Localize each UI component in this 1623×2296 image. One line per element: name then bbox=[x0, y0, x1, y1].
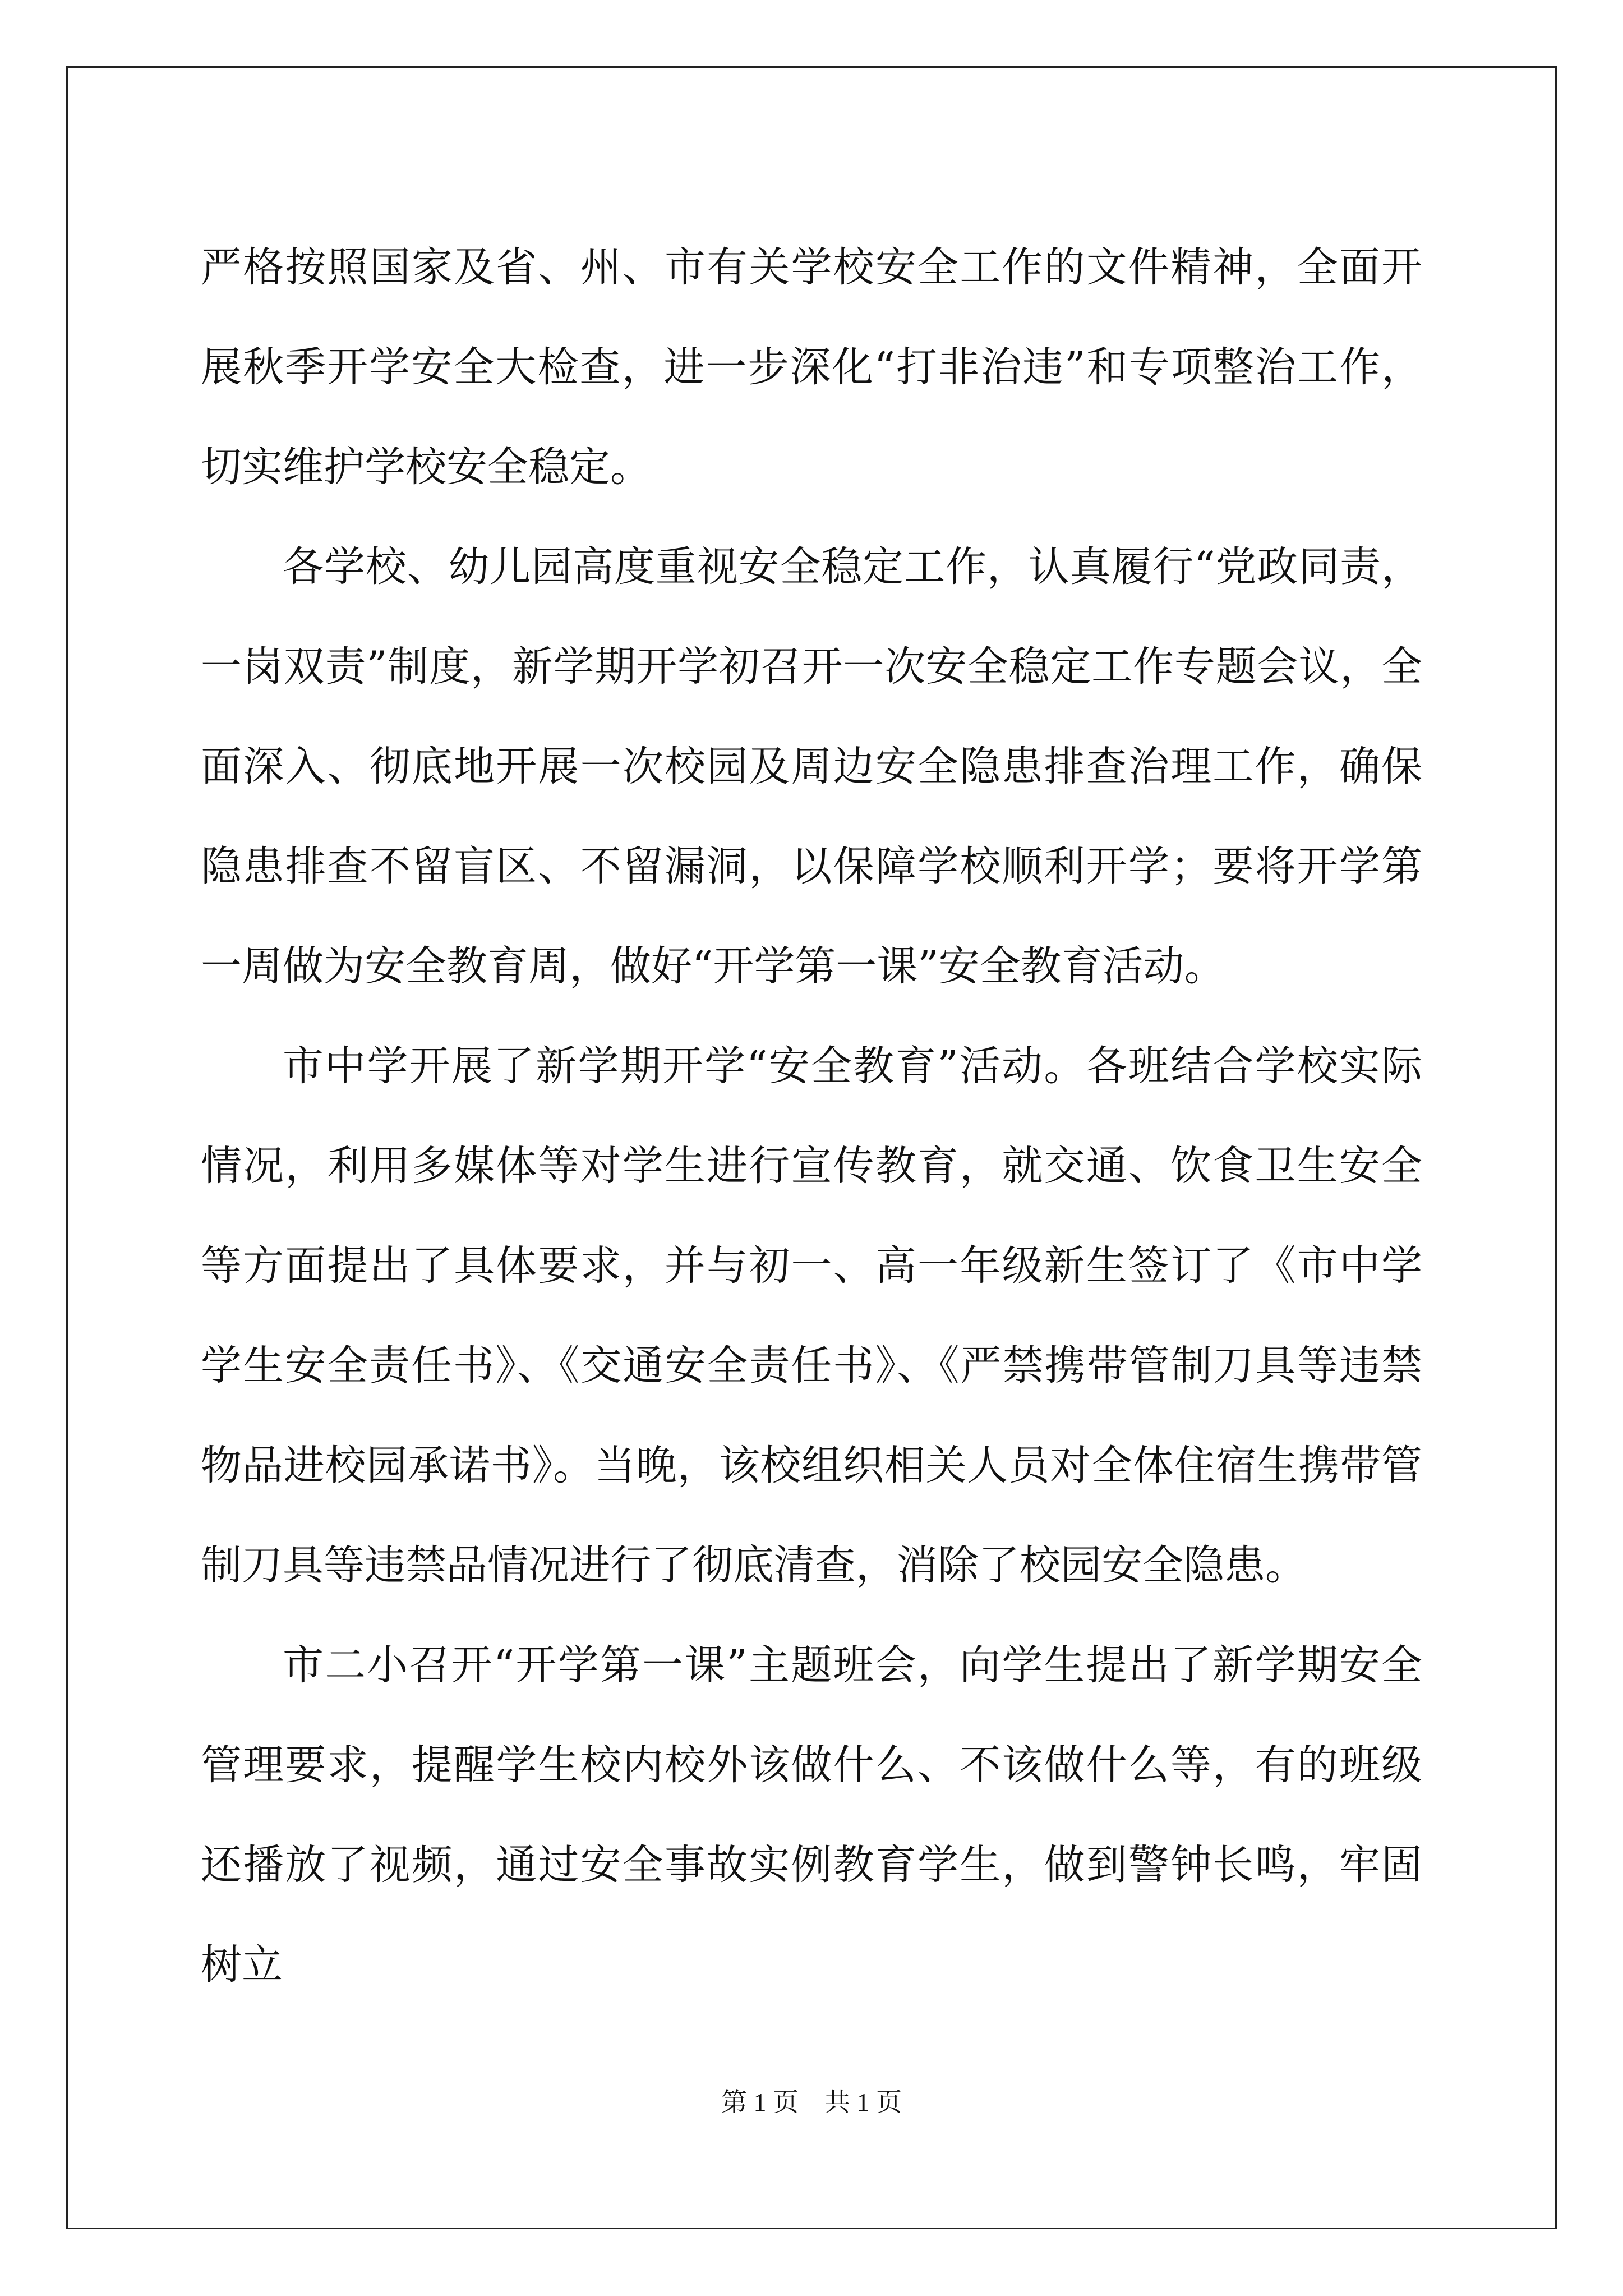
paragraph-4: 市二小召开“开学第一课”主题班会，向学生提出了新学期安全管理要求，提醒学生校内校外该做什么、不该做什么等，有的班级还播放了视频，通过安全事故实例教育学生，做到警钟长鸣，牢固树立 bbox=[201, 1641, 1422, 1989]
document-body bbox=[201, 218, 1422, 2015]
paragraph-2: 各学校、幼儿园高度重视安全稳定工作，认真履行“党政同责，一岗双责”制度，新学期开学初召开一次安全稳定工作专题会议，全面深入、彻底地开展一次校园及周边安全隐患排查治理工作，确保隐患排查不留盲区、不留漏洞，以保障学校顺利开学；要将开学第一周做为安全教育周，做好“开学第一课”安全教育活动。 bbox=[201, 543, 1422, 990]
paragraph-3: 市中学开展了新学期开学“安全教育”活动。各班结合学校实际情况，利用多媒体等对学生进行宣传教育，就交通、饮食卫生安全等方面提出了具体要求，并与初一、高一年级新生签订了《市中学学生安全责任书》、《交通安全责任书》、《严禁携带管制刀具等违禁物品进校园承诺书》。当晚，该校组织相关人员对全体住宿生携带管制刀具等违禁品情况进行了彻底清查，消除了校园安全隐患。 bbox=[201, 1042, 1422, 1589]
page-number-footer: 第 1 页 共 1 页 bbox=[721, 2088, 902, 2116]
paragraph-1: 严格按照国家及省、州、市有关学校安全工作的文件精神，全面开展秋季开学安全大检查，进一步深化“打非治违”和专项整治工作，切实维护学校安全稳定。 bbox=[201, 243, 1422, 491]
